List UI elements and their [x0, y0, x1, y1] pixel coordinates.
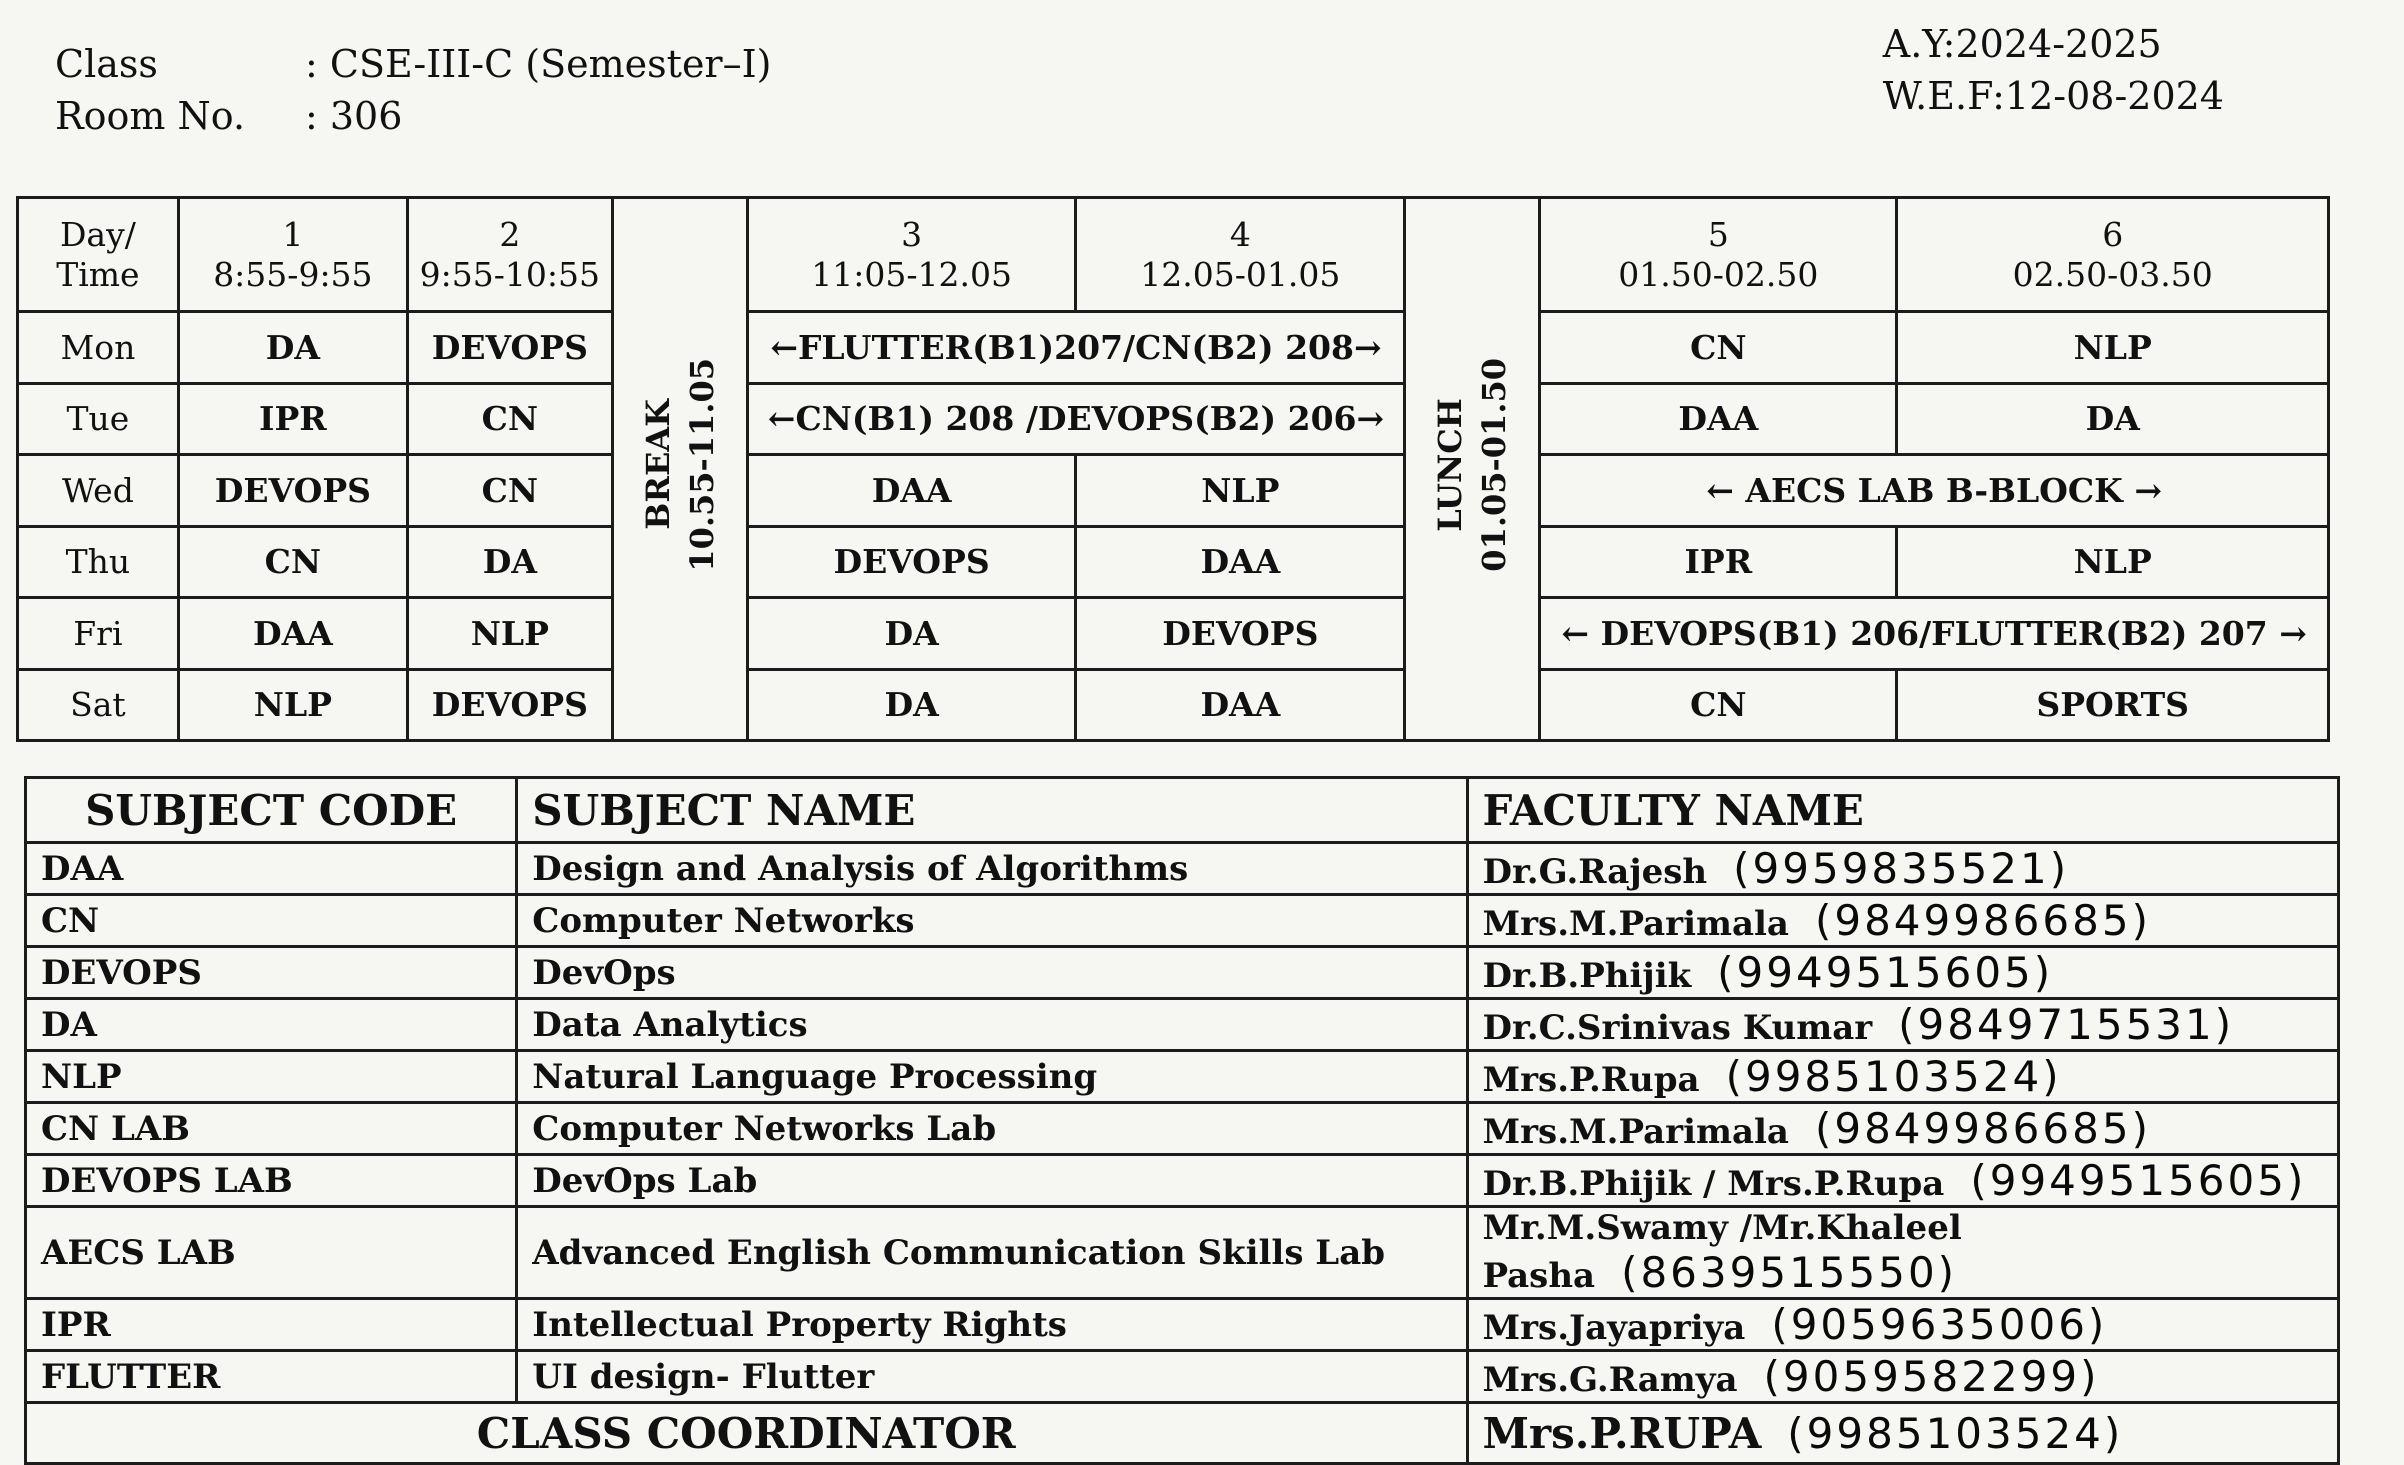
academic-year: A.Y:2024-2025: [1882, 22, 2162, 66]
faculty-phone: (9949515605): [1970, 1156, 2307, 1205]
subject-code-cell: DEVOPS LAB: [26, 1155, 517, 1207]
wef-date: W.E.F:12-08-2024: [1882, 74, 2224, 118]
period-time: 12.05-01.05: [1140, 254, 1341, 294]
period-6-cell: DA: [1897, 383, 2329, 455]
period-6-cell: SPORTS: [1897, 669, 2329, 741]
faculty-name: Mrs.G.Ramya: [1482, 1360, 1738, 1400]
period-1-cell: DA: [178, 312, 407, 384]
period-6-cell: NLP: [1897, 526, 2329, 598]
class-label: Class: [55, 42, 158, 86]
faculty-name: Mr.M.Swamy /Mr.Khaleel Pasha: [1482, 1208, 1962, 1296]
faculty-phone: (9849986685): [1814, 1104, 2151, 1153]
day-time-header: Day/ Time: [18, 198, 179, 312]
period-5-cell: IPR: [1540, 526, 1897, 598]
period-header: [1540, 198, 1897, 312]
subject-code-cell: IPR: [26, 1299, 517, 1351]
room-label: Room No.: [55, 94, 246, 138]
subject-name-cell: Computer Networks: [517, 895, 1467, 947]
period-2-cell: CN: [407, 455, 612, 527]
period-3-cell: DEVOPS: [747, 526, 1076, 598]
faculty-name: Dr.B.Phijik / Mrs.P.Rupa: [1482, 1164, 1945, 1204]
subject-name-header: SUBJECT NAME: [517, 778, 1467, 843]
period-4-cell: DEVOPS: [1076, 598, 1405, 670]
faculty-cell: [1467, 843, 2339, 895]
faculty-name: Dr.C.Srinivas Kumar: [1482, 1008, 1873, 1048]
period-time: 9:55-10:55: [419, 254, 601, 294]
period-2-cell: CN: [407, 383, 612, 455]
faculty-cell: [1467, 1207, 2339, 1299]
period-2-cell: DEVOPS: [407, 669, 612, 741]
subject-code-cell: AECS LAB: [26, 1207, 517, 1299]
subject-code-cell: DAA: [26, 843, 517, 895]
faculty-name-header: FACULTY NAME: [1467, 778, 2339, 843]
period-3-cell: DA: [747, 669, 1076, 741]
faculty-cell: [1467, 999, 2339, 1051]
period-header: [1897, 198, 2329, 312]
class-info: [55, 38, 771, 142]
faculty-cell: [1467, 1051, 2339, 1103]
subject-row: [26, 1155, 2339, 1207]
period-4-cell: DAA: [1076, 669, 1405, 741]
faculty-phone: (9849715531): [1898, 1000, 2235, 1049]
subject-row: [26, 1051, 2339, 1103]
period-5-6-lab-cell: ← DEVOPS(B1) 206/FLUTTER(B2) 207 →: [1540, 598, 2329, 670]
timetable-row: [18, 669, 2329, 741]
period-number: 1: [282, 214, 304, 254]
period-number: 4: [1229, 214, 1251, 254]
faculty-phone: (9849986685): [1814, 896, 2151, 945]
period-5-cell: CN: [1540, 669, 1897, 741]
faculty-cell: [1467, 947, 2339, 999]
period-header: [747, 198, 1076, 312]
class-value: : CSE-III-C (Semester–I): [305, 42, 772, 86]
subject-row: [26, 843, 2339, 895]
subject-row: [26, 1103, 2339, 1155]
period-1-cell: NLP: [178, 669, 407, 741]
faculty-cell: [1467, 1351, 2339, 1403]
break-column: [612, 198, 747, 741]
subject-code-cell: NLP: [26, 1051, 517, 1103]
period-number: 6: [2102, 214, 2124, 254]
day-cell: Tue: [18, 383, 179, 455]
faculty-phone: (9985103524): [1725, 1052, 2062, 1101]
timetable: [16, 196, 2330, 742]
class-row: [55, 38, 771, 90]
class-coordinator-name: Mrs.P.RUPA: [1482, 1408, 1762, 1458]
faculty-phone: (9949515605): [1717, 948, 2054, 997]
subject-row: [26, 895, 2339, 947]
faculty-cell: [1467, 1103, 2339, 1155]
period-5-cell: CN: [1540, 312, 1897, 384]
subject-name-cell: Design and Analysis of Algorithms: [517, 843, 1467, 895]
faculty-cell: [1467, 1155, 2339, 1207]
day-cell: Fri: [18, 598, 179, 670]
subject-row: [26, 1299, 2339, 1351]
subject-row: [26, 947, 2339, 999]
subject-code-header: SUBJECT CODE: [26, 778, 517, 843]
subject-name-cell: UI design- Flutter: [517, 1351, 1467, 1403]
subject-header-row: [26, 778, 2339, 843]
subject-name-cell: Natural Language Processing: [517, 1051, 1467, 1103]
period-2-cell: DA: [407, 526, 612, 598]
faculty-phone: (8639515550): [1621, 1248, 1958, 1297]
period-3-cell: DA: [747, 598, 1076, 670]
subject-name-cell: Computer Networks Lab: [517, 1103, 1467, 1155]
period-2-cell: DEVOPS: [407, 312, 612, 384]
period-header: [1076, 198, 1405, 312]
subject-code-cell: CN: [26, 895, 517, 947]
timetable-header-row: [18, 198, 2329, 312]
lunch-column: [1405, 198, 1540, 741]
period-4-cell: DAA: [1076, 526, 1405, 598]
period-1-cell: CN: [178, 526, 407, 598]
period-3-cell: DAA: [747, 455, 1076, 527]
timetable-row: [18, 598, 2329, 670]
faculty-name: Dr.B.Phijik: [1482, 956, 1692, 996]
timetable-row: [18, 455, 2329, 527]
lunch-label: LUNCH 01.05-01.50: [1431, 358, 1514, 572]
period-time: 02.50-03.50: [2012, 254, 2213, 294]
faculty-cell: [1467, 1299, 2339, 1351]
timetable-row: [18, 312, 2329, 384]
period-number: 5: [1707, 214, 1729, 254]
period-3-4-lab-cell: ←CN(B1) 208 /DEVOPS(B2) 206→: [747, 383, 1404, 455]
period-number: 3: [901, 214, 923, 254]
subject-code-cell: DA: [26, 999, 517, 1051]
period-1-cell: DEVOPS: [178, 455, 407, 527]
subject-name-cell: DevOps Lab: [517, 1155, 1467, 1207]
timetable-row: [18, 526, 2329, 598]
day-cell: Sat: [18, 669, 179, 741]
subject-name-cell: Advanced English Communication Skills Lab: [517, 1207, 1467, 1299]
class-coordinator-cell: [1467, 1403, 2339, 1464]
period-time: 8:55-9:55: [213, 254, 373, 294]
subject-row: [26, 1351, 2339, 1403]
faculty-name: Dr.G.Rajesh: [1482, 852, 1708, 892]
day-cell: Wed: [18, 455, 179, 527]
period-number: 2: [499, 214, 521, 254]
period-header: [178, 198, 407, 312]
room-value: : 306: [305, 94, 403, 138]
period-4-cell: NLP: [1076, 455, 1405, 527]
faculty-phone: (9059635006): [1771, 1300, 2108, 1349]
faculty-name: Mrs.M.Parimala: [1482, 904, 1789, 944]
faculty-phone: (9959835521): [1733, 844, 2070, 893]
period-time: 01.50-02.50: [1618, 254, 1819, 294]
room-row: [55, 90, 771, 142]
faculty-cell: [1467, 895, 2339, 947]
subject-code-cell: CN LAB: [26, 1103, 517, 1155]
period-time: 11:05-12.05: [811, 254, 1012, 294]
subject-code-cell: FLUTTER: [26, 1351, 517, 1403]
faculty-phone: (9059582299): [1763, 1352, 2100, 1401]
subject-name-cell: Data Analytics: [517, 999, 1467, 1051]
subject-row: [26, 999, 2339, 1051]
timetable-row: [18, 383, 2329, 455]
period-header: [407, 198, 612, 312]
period-6-cell: NLP: [1897, 312, 2329, 384]
day-cell: Mon: [18, 312, 179, 384]
class-coordinator-row: [26, 1403, 2339, 1464]
period-3-4-lab-cell: ←FLUTTER(B1)207/CN(B2) 208→: [747, 312, 1404, 384]
period-2-cell: NLP: [407, 598, 612, 670]
class-coordinator-phone: (9985103524): [1787, 1408, 2124, 1458]
subject-row: [26, 1207, 2339, 1299]
subject-name-cell: DevOps: [517, 947, 1467, 999]
faculty-name: Mrs.P.Rupa: [1482, 1060, 1700, 1100]
period-5-6-lab-cell: ← AECS LAB B-BLOCK →: [1540, 455, 2329, 527]
period-1-cell: IPR: [178, 383, 407, 455]
academic-info: [1883, 18, 2224, 122]
subject-table: [24, 776, 2340, 1465]
period-1-cell: DAA: [178, 598, 407, 670]
day-cell: Thu: [18, 526, 179, 598]
faculty-name: Mrs.M.Parimala: [1482, 1112, 1789, 1152]
subject-name-cell: Intellectual Property Rights: [517, 1299, 1467, 1351]
break-label: BREAK 10.55-11.05: [638, 358, 721, 572]
faculty-name: Mrs.Jayapriya: [1482, 1308, 1746, 1348]
class-coordinator-label: CLASS COORDINATOR: [26, 1403, 1468, 1464]
subject-code-cell: DEVOPS: [26, 947, 517, 999]
period-5-cell: DAA: [1540, 383, 1897, 455]
